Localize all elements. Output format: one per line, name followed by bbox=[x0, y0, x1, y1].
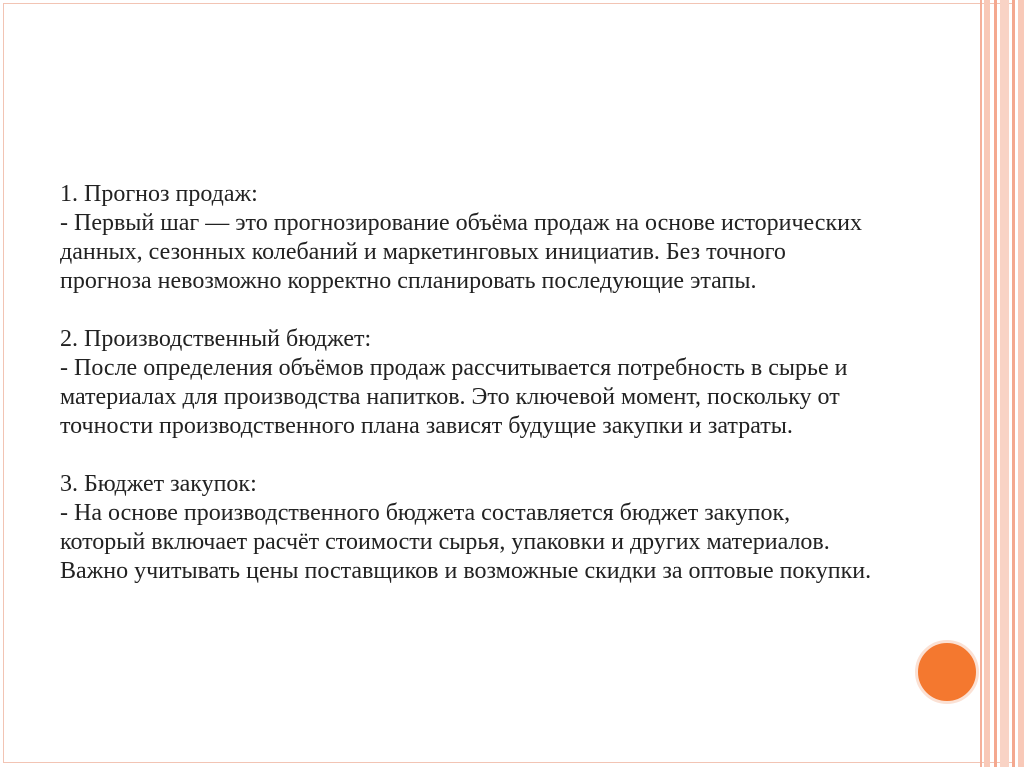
section-title: 2. Производственный бюджет: bbox=[60, 326, 372, 352]
stripe bbox=[1012, 0, 1015, 767]
section-body: - На основе производственного бюджета составляется бюджет закупок, который включает расчёт стоимости сырья, упаковки и других материалов. Важно учитывать цены поставщиков и возможные скидки за оптовые покупки. bbox=[60, 500, 872, 584]
stripe bbox=[984, 0, 990, 767]
section-title: 1. Прогноз продаж: bbox=[60, 181, 258, 207]
decorative-stripes bbox=[980, 0, 1024, 767]
section-production-budget bbox=[60, 325, 880, 441]
orange-circle-decoration bbox=[915, 640, 979, 704]
stripe bbox=[994, 0, 997, 767]
slide-body-text bbox=[60, 180, 880, 586]
section-purchase-budget bbox=[60, 470, 880, 586]
stripe bbox=[1000, 0, 1009, 767]
section-sales-forecast bbox=[60, 180, 880, 296]
stripe bbox=[980, 0, 982, 767]
section-body: - Первый шаг — это прогнозирование объёма продаж на основе исторических данных, сезонных колебаний и маркетинговых инициатив. Без точного прогноза невозможно корректно спланировать последующие этапы. bbox=[60, 210, 862, 294]
stripe bbox=[1018, 0, 1024, 767]
section-body: - После определения объёмов продаж рассчитывается потребность в сырье и материалах для производства напитков. Это ключевой момент, поскольку от точности производственного плана зависят будущие закупки и затраты. bbox=[60, 355, 848, 439]
section-title: 3. Бюджет закупок: bbox=[60, 471, 257, 497]
